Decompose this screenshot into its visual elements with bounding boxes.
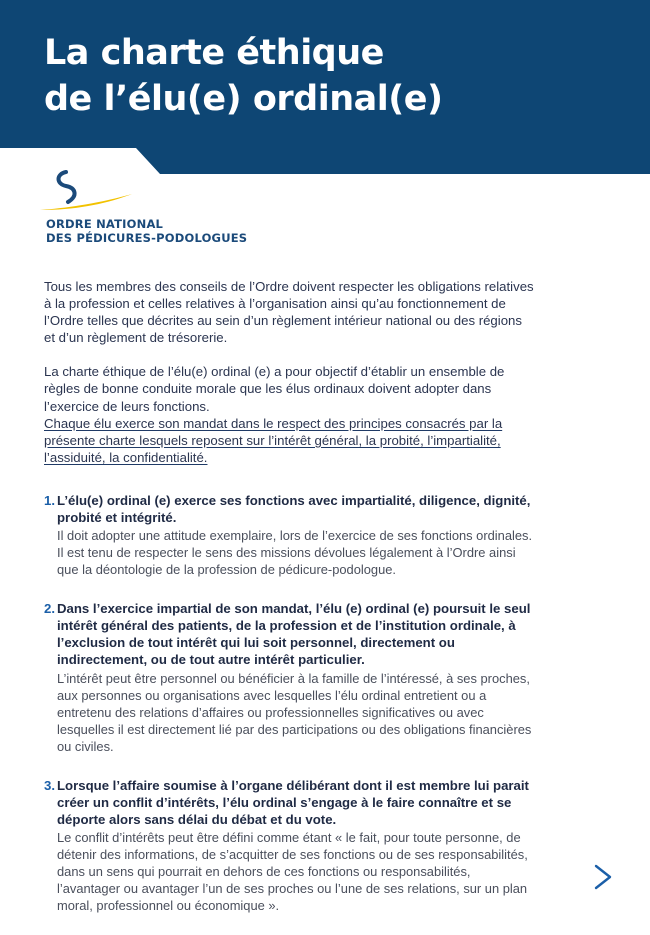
chevron-right-icon <box>590 862 616 892</box>
title-line-1: La charte éthique <box>44 33 384 73</box>
title-line-2: de l’élu(e) ordinal(e) <box>44 79 443 119</box>
item-number: 1. <box>44 492 55 508</box>
charter-item-3 <box>44 777 534 914</box>
item-body: Il doit adopter une attitude exemplaire, lors de l’exercice de ses fonctions ordinales. Il est tenu de respecter le sens des missions dévolues légalement à l’Ordre ainsi que la déontologie de la profession de pédicure-podologue. <box>57 528 533 578</box>
intro-paragraph-2: La charte éthique de l’élu(e) ordinal (e) a pour objectif d’établir un ensemble de règles de bonne conduite morale que les élus ordinaux doivent adopter dans l’exercice de leurs fonctions. <box>44 364 505 414</box>
item-heading: Dans l’exercice impartial de son mandat, l’élu (e) ordinal (e) poursuit le seul intérêt général des patients, de la profession et de l’institution ordinale, à l’exclusion de tout intérêt qui lui soit personnel, directement ou indirectement, ou de tout autre intérêt particulier. <box>57 601 531 668</box>
charter-item-2 <box>44 600 534 754</box>
item-heading: L’élu(e) ordinal (e) exerce ses fonctions avec impartialité, diligence, dignité, probité et intégrité. <box>57 492 531 526</box>
principles-statement: Chaque élu exerce son mandat dans le respect des principes consacrés par la présente charte lesquels reposent sur l’intérêt général, la probité, l’impartialité, l’assiduité, la confidentialité. <box>44 415 503 465</box>
item-number: 3. <box>44 777 55 793</box>
charter-content <box>44 278 534 914</box>
ordre-logo <box>36 168 256 248</box>
charter-item-1 <box>44 492 534 578</box>
intro-paragraph-1: Tous les membres des conseils de l’Ordre doivent respecter les obligations relatives à la profession et celles relatives à l’organisation ainsi qu’au fonctionnement de l’Ordre telles que décrites au sein d’un règlement intérieur national ou des régions et d’un règlement de trésorerie. <box>44 279 534 346</box>
item-body: L’intérêt peut être personnel ou bénéficier à la famille de l’intéressé, à ses proches, aux personnes ou organisations avec lesquelles l’élu ordinal entretient ou a entretenu des relations d’affaires ou professionnelles significatives ou avec lesquelles il est directement lié par des participations ou des obligations financières ou civiles. <box>57 670 532 754</box>
ordre-logo-icon <box>36 168 146 216</box>
next-page-button[interactable] <box>590 862 616 892</box>
item-number: 2. <box>44 601 55 617</box>
item-heading: Lorsque l’affaire soumise à l’organe délibérant dont il est membre lui parait créer un conflit d’intérêts, l’élu ordinal s’engage à le faire connaître et se déporte alors sans délai du débat et du vote. <box>57 777 529 827</box>
item-body: Le conflit d’intérêts peut être défini comme étant « le fait, pour toute personne, de détenir des informations, de s’acquitter de ses fonctions ou de ses responsabilités, dans un sens qui pourrait en dehors de ces fonctions ou responsabilités, l’avantager ou avantager l’un de ses proches ou l’une de ses relations, sur un plan moral, professionnel ou économique ». <box>57 829 528 913</box>
page-title <box>44 30 442 122</box>
logo-text-line-1: ORDRE NATIONAL <box>46 217 164 231</box>
logo-text-line-2: DES PÉDICURES-PODOLOGUES <box>46 231 248 245</box>
